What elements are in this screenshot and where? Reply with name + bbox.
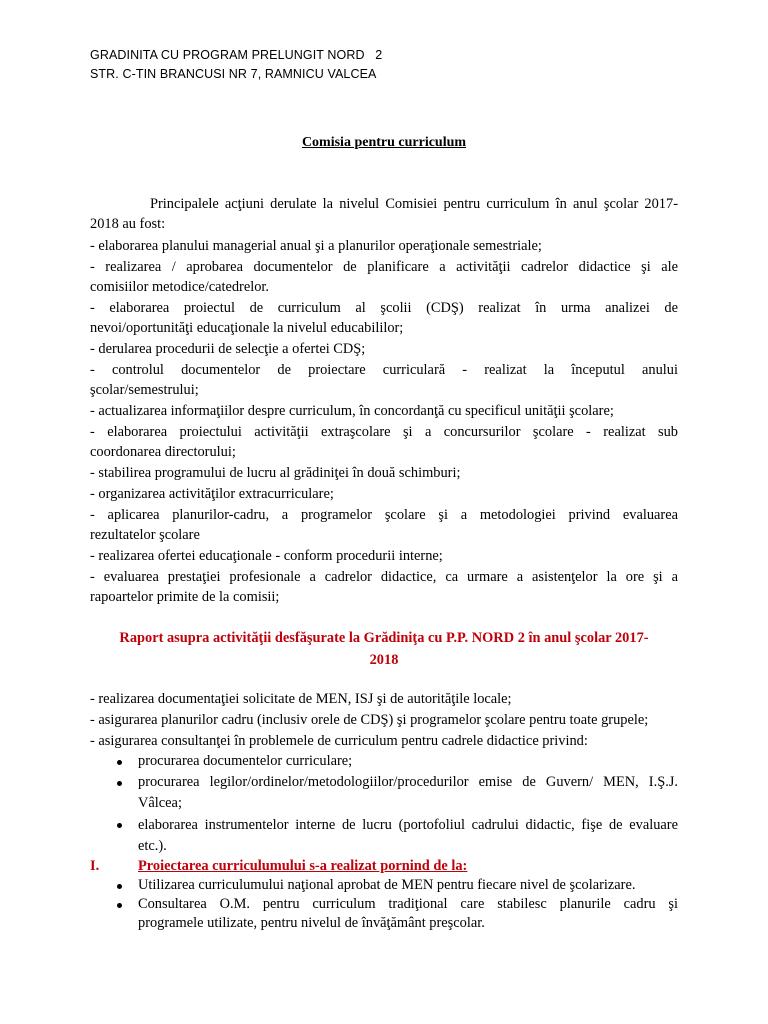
section-numeral: I. xyxy=(90,858,100,874)
section-bullet-text: programele utilizate, pentru nivelul de învăţământ preşcolar. xyxy=(138,915,485,931)
section-bullet-text: Utilizarea curriculumului naţional aprobat de MEN pentru fiecare nivel de şcolarizare. xyxy=(138,877,636,893)
action-line: - realizarea ofertei educaţionale - conform procedurii interne; xyxy=(90,548,443,564)
bullet-icon xyxy=(117,760,122,765)
action-line: - actualizarea informaţiilor despre curriculum, în concordanţă cu specificul unităţii şcolare; xyxy=(90,403,614,419)
report-item: - realizarea documentaţiei solicitate de MEN, ISJ şi de autorităţile locale; xyxy=(90,691,512,707)
action-line: - elaborarea proiectul de curriculum al şcolii (CDŞ) realizat în urma analizei de xyxy=(90,300,678,316)
report-title-line-2: 2018 xyxy=(369,652,399,668)
action-line: comisiilor metodice/catedrelor. xyxy=(90,279,270,295)
action-line: rapoartelor primite de la comisii; xyxy=(90,589,280,605)
bullet-icon xyxy=(117,823,122,828)
sub-bullet-text: Vâlcea; xyxy=(138,795,182,811)
action-line: rezultatelor şcolare xyxy=(90,527,200,543)
action-line: - derularea procedurii de selecţie a ofertei CDŞ; xyxy=(90,341,366,357)
action-line: - elaborarea planului managerial anual şi a planurilor operaţionale semestriale; xyxy=(90,238,542,254)
action-line: - elaborarea proiectului activităţii extraşcolare şi a concursurilor şcolare - realizat sub xyxy=(90,424,678,440)
header-address: STR. C-TIN BRANCUSI NR 7, RAMNICU VALCEA xyxy=(90,67,377,81)
action-line: - organizarea activităţilor extracurriculare; xyxy=(90,486,334,502)
intro-line-1: Principalele acţiuni derulate la nivelul Comisiei pentru curriculum în anul şcolar 2017- xyxy=(150,196,678,212)
action-line: - aplicarea planurilor-cadru, a programelor şcolare şi a metodologiei privind evaluarea xyxy=(90,507,678,523)
action-line: coordonarea directorului; xyxy=(90,444,236,460)
action-line: - evaluarea prestaţiei profesionale a cadrelor didactice, ca urmare a asistenţelor la ore şi a xyxy=(90,569,678,585)
sub-bullet-text: etc.). xyxy=(138,838,167,854)
section-title: Proiectarea curriculumului s-a realizat pornind de la: xyxy=(138,858,468,874)
intro-line-2: 2018 au fost: xyxy=(90,216,166,232)
bullet-icon xyxy=(117,781,122,786)
action-line: şcolar/semestrului; xyxy=(90,382,199,398)
report-item: - asigurarea planurilor cadru (inclusiv orele de CDŞ) şi programelor şcolare pentru toate grupele; xyxy=(90,712,649,728)
action-line: - stabilirea programului de lucru al grădiniţei în două schimburi; xyxy=(90,465,461,481)
bullet-icon xyxy=(117,903,122,908)
action-line: nevoi/oportunităţi educaţionale la nivelul educabililor; xyxy=(90,320,404,336)
header-institution: GRADINITA CU PROGRAM PRELUNGIT NORD 2 xyxy=(90,48,383,62)
action-line: - realizarea / aprobarea documentelor de planificare a activităţii cadrelor didactice şi ale xyxy=(90,259,678,275)
page-title: Comisia pentru curriculum xyxy=(301,135,467,150)
bullet-icon xyxy=(117,884,122,889)
sub-bullet-text: procurarea documentelor curriculare; xyxy=(138,753,353,769)
sub-bullet-text: elaborarea instrumentelor interne de lucru (portofoliul cadrului didactic, fişe de evaluare xyxy=(138,817,678,833)
report-title-line-1: Raport asupra activităţii desfăşurate la Grădiniţa cu P.P. NORD 2 în anul şcolar 2017- xyxy=(119,630,649,646)
section-bullet-text: Consultarea O.M. pentru curriculum tradiţional care stabilesc planurile cadru şi xyxy=(138,896,678,912)
report-item: - asigurarea consultanţei în problemele de curriculum pentru cadrele didactice privind: xyxy=(90,733,588,749)
action-line: - controlul documentelor de proiectare curriculară - realizat la începutul anului xyxy=(90,362,678,378)
sub-bullet-text: procurarea legilor/ordinelor/metodologiilor/procedurilor emise de Guvern/ MEN, I.Ş.J. xyxy=(138,774,678,790)
